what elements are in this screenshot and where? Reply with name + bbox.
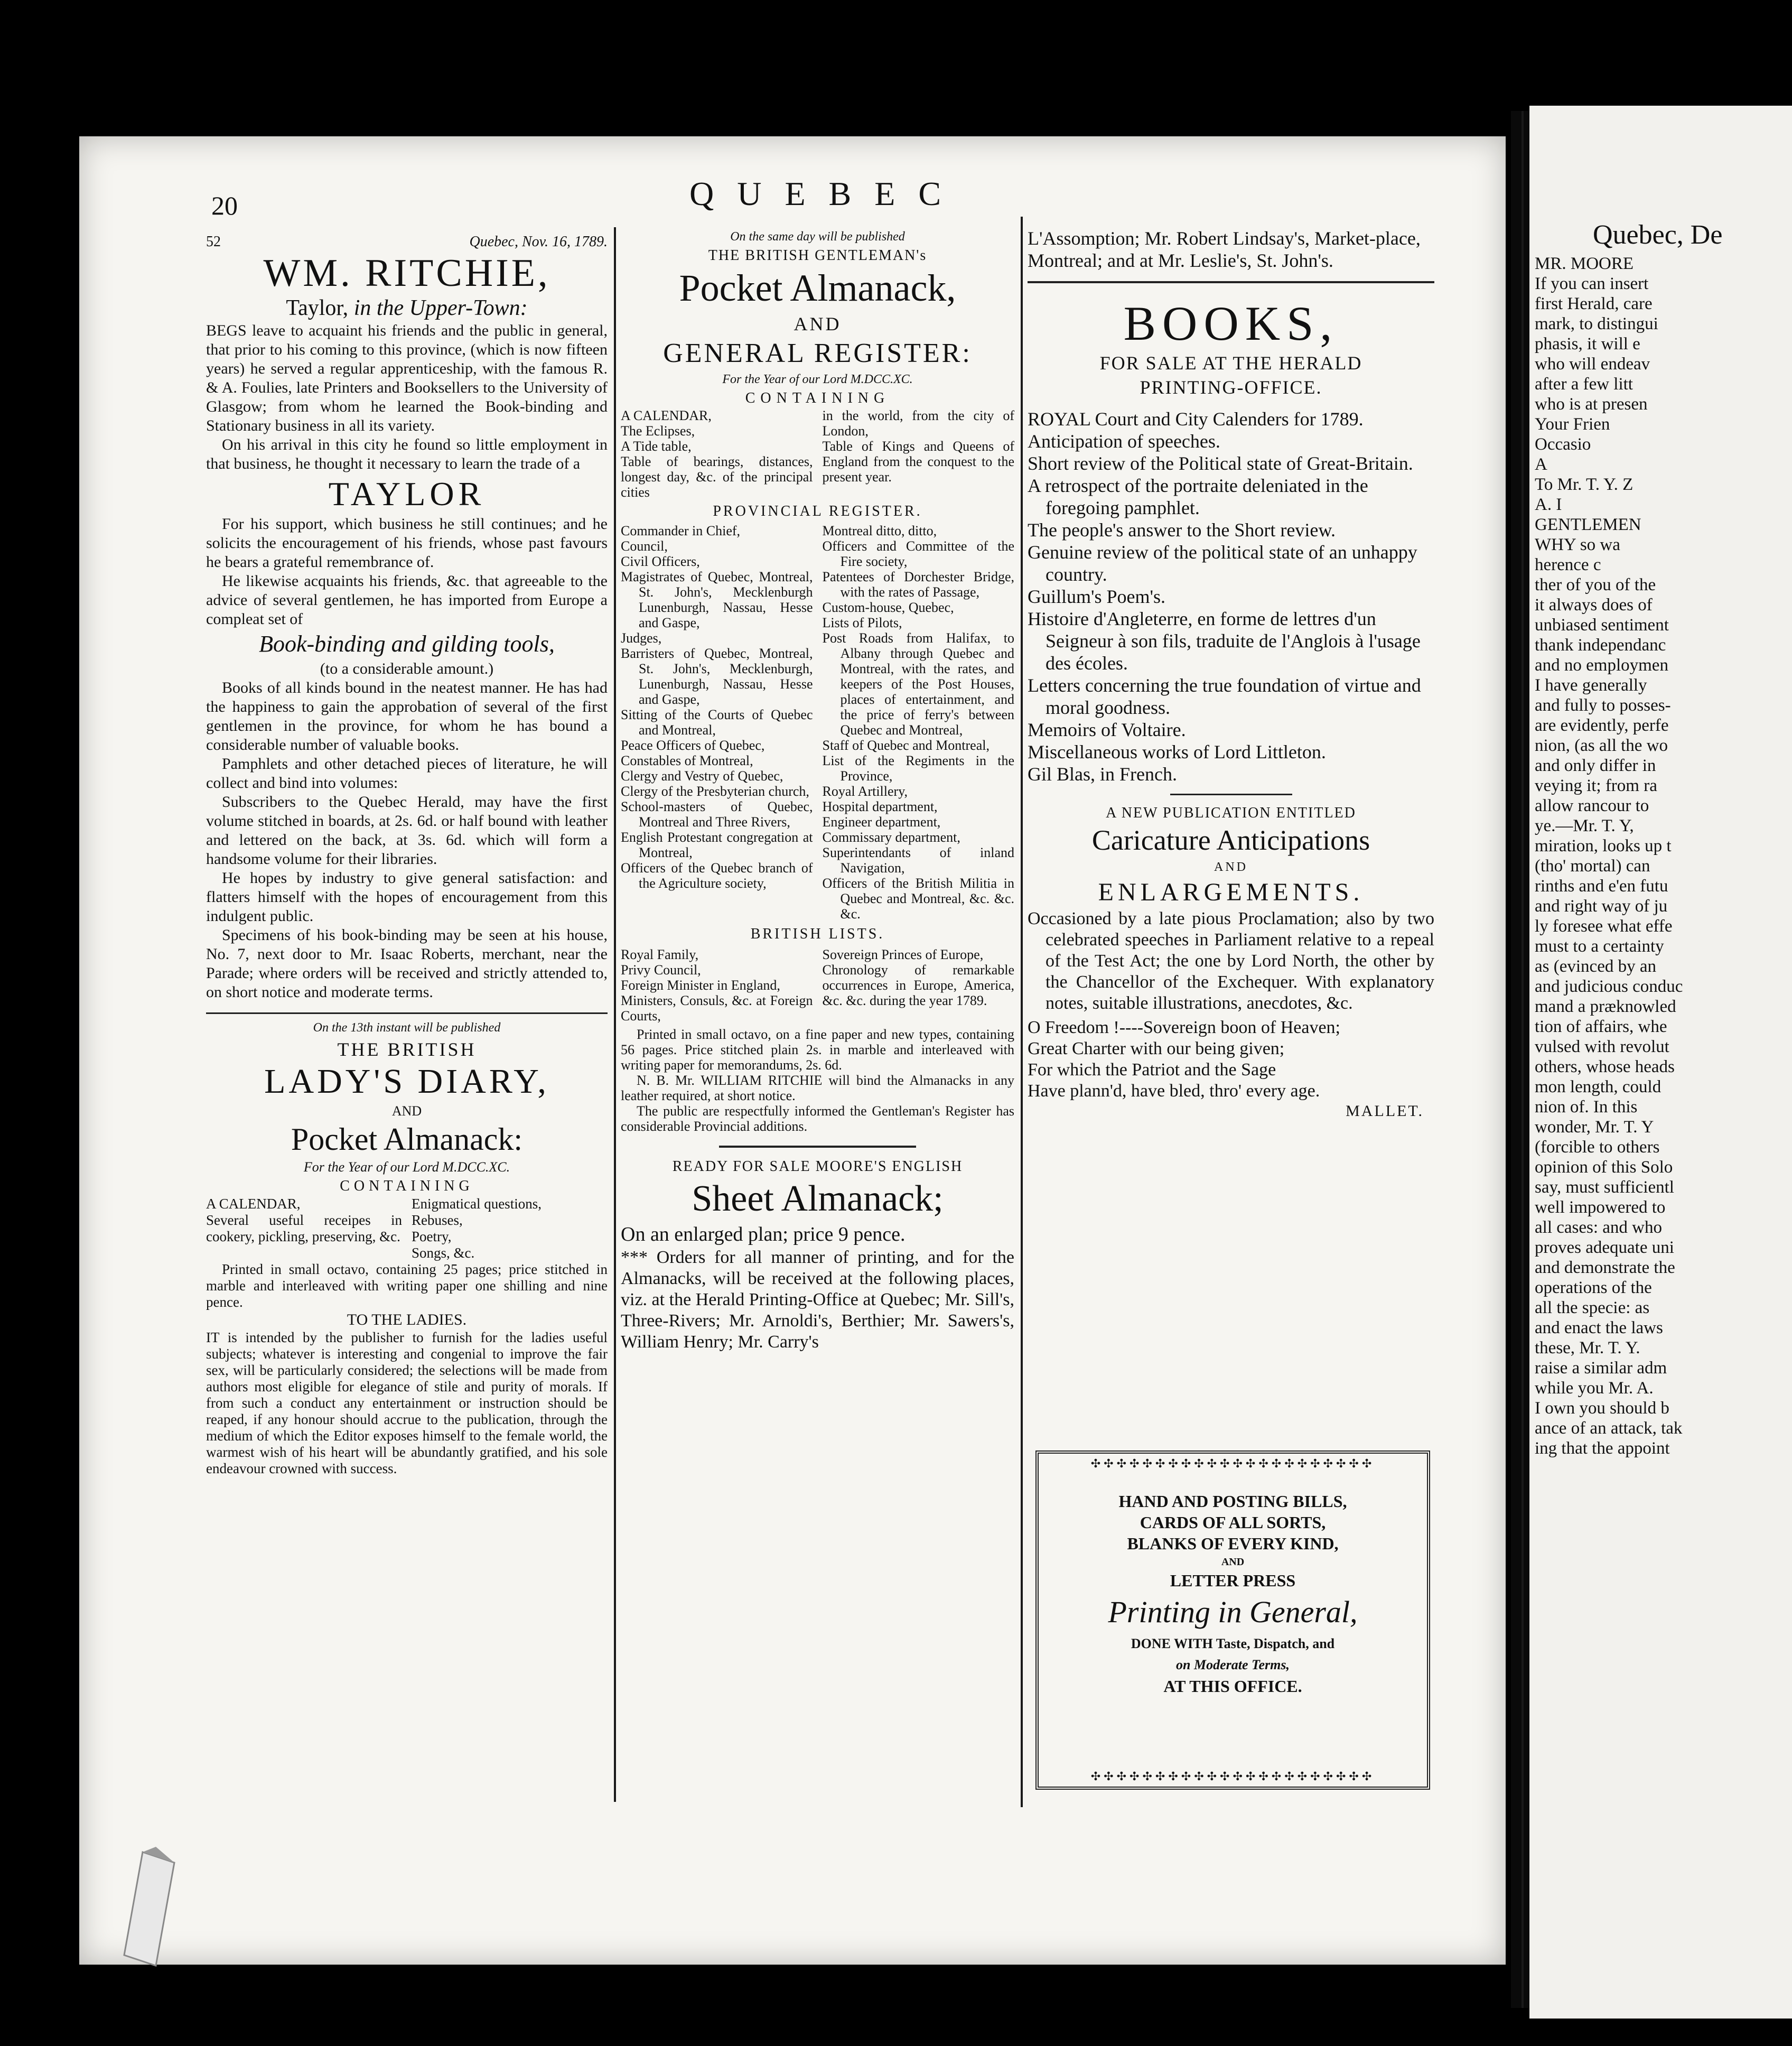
facing-page-line: GENTLEMEN [1535,515,1641,534]
gentleman-register: GENERAL REGISTER: [663,338,972,368]
ritchie-para5: Books of all kinds bound in the neatest manner. He has had the happiness to gain the approbation of several of the first gentlemen in the province, for whom he has bound a considerable number of valuable books. [206,679,608,754]
ritchie-para3: For his support, which business he still continues; and he solicits the encouragement of his friends, whose past favours he bears a grateful remembrance of. [206,515,608,571]
facing-page-line: herence c [1535,555,1601,574]
facing-page-line: I have generally [1535,676,1647,695]
enlarged-plan: On an enlarged plan; price 9 pence. [621,1223,906,1245]
column-rule-3 [1522,111,1524,2008]
facing-page-line: ing that the appoint [1535,1439,1670,1458]
facing-page-line: I own you should b [1535,1399,1669,1418]
caricature-and: AND [1214,860,1248,874]
box-line7: on Moderate Terms, [1176,1657,1290,1672]
facing-page-line: (forcible to others [1535,1138,1660,1157]
provincial-item: Patentees of Dorchester Bridge, with the rates of Passage, [822,569,1014,600]
calendar-contents [621,408,1014,500]
diary-content-item: Enigmatical questions, [412,1196,542,1212]
facing-page-line: MR. MOORE [1535,254,1634,273]
provincial-item: Barristers of Quebec, Montreal, St. John's, Mecklenburgh, Lunenburgh, Nassau, Hesse and Gaspe, [621,646,813,707]
diary-content-item: A CALENDAR, [206,1196,301,1212]
book-item: Histoire d'Angleterre, en forme de lettres d'un Seigneur à son fils, traduite de l'Anglois à l'usage des écoles. [1028,608,1421,674]
books-list [1028,408,1434,785]
gentleman-and: AND [794,313,842,334]
poem-line: O Freedom !----Sovereign boon of Heaven; [1028,1018,1340,1037]
provincial-register: PROVINCIAL REGISTER. [713,503,922,519]
provincial-item: Civil Officers, [621,554,700,569]
british-item: Sovereign Princes of Europe, [822,947,984,962]
facing-page-line: (tho' mortal) can [1535,857,1650,876]
gentleman-containing: CONTAINING [745,390,890,406]
diary-printed: Printed in small octavo, containing 25 pages; price stitched in marble and interleaved with writing paper one shilling and nine pence. [206,1261,608,1310]
facing-page-line: first Herald, care [1535,294,1653,313]
diary-containing: CONTAINING [340,1178,474,1194]
box-script: Printing in General, [1108,1595,1358,1629]
facing-page-line: To Mr. T. Y. Z [1535,475,1634,494]
provincial-item: Commander in Chief, [621,523,741,538]
facing-page-text [1535,217,1792,1458]
calendar-item: in the world, from the city of London, [822,408,1014,439]
facing-page-line: raise a similar adm [1535,1359,1667,1378]
gentleman-nb: N. B. Mr. WILLIAM RITCHIE will bind the Almanacks in any leather required, at short notice. [621,1073,1014,1103]
to-the-ladies: TO THE LADIES. [347,1311,467,1328]
calendar-item: A CALENDAR, [621,408,712,423]
divider [206,1012,608,1014]
book-item: Short review of the Political state of Great-Britain. [1028,453,1413,474]
gentleman-title: Pocket Almanack, [679,267,956,309]
diary-content-item: Poetry, [412,1229,452,1244]
facing-page-line: rinths and e'en futu [1535,877,1668,896]
provincial-item: Hospital department, [822,799,938,814]
facing-page-line: all cases: and who [1535,1218,1663,1237]
right-column [1028,227,1434,1121]
facing-page-line: opinion of this Solo [1535,1158,1673,1177]
facing-page-line: well impowered to [1535,1198,1666,1217]
diary-content-item: Songs, &c. [412,1245,475,1261]
facing-page-line: veying it; from ra [1535,776,1657,795]
diary-title: LADY'S DIARY, [264,1062,549,1101]
facing-page-line: it always does of [1535,596,1653,615]
facing-page-line: and no employmen [1535,656,1668,675]
facing-page-line: and only differ in [1535,756,1656,775]
facing-page-line: A. I [1535,495,1562,514]
ritchie-para1: BEGS leave to acquaint his friends and the public in general, that prior to his coming to this province, (which is now fifteen years) he served a regular apprenticeship, with the famous R. & A. Foulies, late Printers and Booksellers to the University of Glasgow; from whom he learned the Book-binding and Stationary business in all its variety. [206,322,608,434]
divider [1170,794,1292,795]
dateline-number: 52 [206,234,221,250]
facing-page-line: nion, (as all the wo [1535,736,1668,755]
diary-content-item: Rebuses, [412,1212,463,1228]
divider [1028,281,1434,283]
ritchie-para7: Subscribers to the Quebec Herald, may have the first volume stitched in boards, at 2s. 6d. or half bound with leather and lettered on the back, at 3s. 6d. which will form a handsome volume for their libraries. [206,793,608,868]
facing-page-line: after a few litt [1535,375,1633,394]
ritchie-trade [206,295,608,321]
facing-page-line: must to a certainty [1535,937,1664,956]
divider [719,1146,916,1148]
facing-page-line: proves adequate uni [1535,1238,1674,1257]
facing-page-line: all the specie: as [1535,1298,1650,1317]
gentleman-heading: THE BRITISH GENTLEMAN's [708,247,927,264]
facing-page-line: ye.—Mr. T. Y, [1535,816,1634,835]
facing-page-line: mand a præknowled [1535,997,1676,1016]
provincial-contents [621,523,1014,922]
book-item: The people's answer to the Short review. [1028,519,1336,541]
calendar-item: Table of bearings, distances, longest day, &c. of the principal cities [621,454,813,500]
facing-page-line: Your Frien [1535,415,1610,434]
facing-page-line: ance of an attack, tak [1535,1419,1683,1438]
provincial-item: Officers and Committee of the Fire society, [822,538,1014,569]
provincial-item: Custom-house, Quebec, [822,600,954,615]
facing-page-line: nion of. In this [1535,1098,1638,1117]
diary-content-item: Several useful receipes in cookery, pickling, preserving, &c. [206,1212,402,1244]
dateline: Quebec, Nov. 16, 1789. [469,234,608,250]
british-item: Ministers, Consuls, &c. at Foreign Courts, [621,993,813,1024]
book-item: Anticipation of speeches. [1028,431,1220,452]
british-item: Foreign Minister in England, [621,978,780,993]
poem-line: Have plann'd, have bled, thro' every age. [1028,1081,1320,1101]
facing-page-line: and judicious conduc [1535,977,1683,996]
provincial-item: English Protestant congregation at Montreal, [621,830,813,860]
facing-page-line: mon length, could [1535,1077,1662,1096]
facing-page-line: others, whose heads [1535,1057,1675,1076]
provincial-item: Clergy of the Presbyterian church, [621,784,809,799]
provincial-item: Staff of Quebec and Montreal, [822,738,990,753]
trade-line-italic: in the Upper-Town: [353,296,528,320]
gentleman-notice: On the same day will be published [730,230,905,244]
facing-page-line: while you Mr. A. [1535,1379,1654,1398]
calendar-item: The Eclipses, [621,423,695,439]
book-item: Gil Blas, in French. [1028,764,1177,785]
book-item: A retrospect of the portraite deleniated in the foregoing pamphlet. [1028,475,1368,518]
provincial-item: Officers of the British Militia in Quebec and Montreal, &c. &c. &c. [822,876,1014,922]
facing-page-line: who is at presen [1535,395,1648,414]
orders-notice: *** Orders for all manner of printing, and for the Almanacks, will be received at the following places, viz. at the Herald Printing-Office at Quebec; Mr. Sill's, Three-Rivers; Mr. Arnoldi's, Berthier; Mr. Sawers's, William Henry; Mr. Carry's [621,1248,1014,1352]
ritchie-para9: Specimens of his book-binding may be seen at his house, No. 7, next door to Mr. Isaac Roberts, merchant, near the Parade; where orders will be received and strictly attended to, on short notice and moderate terms. [206,926,608,1001]
british-item: Chronology of remarkable occurrences in Europe, America, &c. &c. during the year 1789. [822,962,1014,1008]
provincial-item: List of the Regiments in the Province, [822,753,1014,784]
caricature-title: Caricature Anticipations [1091,824,1370,856]
facing-page-line: If you can insert [1535,274,1649,293]
facing-page-line: and fully to posses- [1535,696,1671,715]
box-line5: LETTER PRESS [1170,1571,1296,1590]
printing-advert-box [1035,1450,1430,1790]
diary-and: AND [391,1103,422,1119]
enlargements-title: ENLARGEMENTS. [1098,878,1364,906]
box-line8: AT THIS OFFICE. [1163,1677,1302,1696]
provincial-item: Lists of Pilots, [822,615,902,630]
facing-page-line: ther of you of the [1535,575,1656,594]
diary-notice: On the 13th instant will be published [313,1021,501,1035]
ritchie-para8: He hopes by industry to give general satisfaction: and flatters himself with the hopes of encouragement from this indulgent public. [206,869,608,925]
freedom-poem [1028,1017,1434,1102]
facing-page-line: and right way of ju [1535,897,1668,916]
facing-page-line: unbiased sentiment [1535,616,1669,635]
pencil-icon [119,1847,182,1968]
diary-contents [206,1196,608,1261]
sheet-almanack: Sheet Almanack; [692,1178,944,1219]
new-publication: A NEW PUBLICATION ENTITLED [1106,805,1356,821]
orders-continued: L'Assomption; Mr. Robert Lindsay's, Market-place, Montreal; and at Mr. Leslie's, St. John's. [1028,228,1421,271]
gentleman-public: The public are respectfully informed the Gentleman's Register has considerable Provincial additions. [621,1103,1014,1134]
provincial-item: School-masters of Quebec, Montreal and Three Rivers, [621,799,813,830]
facing-page-line: and demonstrate the [1535,1258,1675,1277]
british-lists: BRITISH LISTS. [750,926,885,942]
facing-page-line: A [1535,455,1547,474]
provincial-item: Clergy and Vestry of Quebec, [621,768,783,784]
facing-page-line: phasis, it will e [1535,334,1640,354]
books-heading: BOOKS, [1123,296,1339,350]
diary-the-british: THE BRITISH [337,1039,477,1060]
book-item: Letters concerning the true foundation of virtue and moral goodness. [1028,675,1421,718]
facing-page-line: say, must sufficientl [1535,1178,1674,1197]
book-item: ROYAL Court and City Calenders for 1789. [1028,408,1364,430]
box-line4: AND [1221,1556,1245,1568]
gentleman-year: For the Year of our Lord M.DCC.XC. [722,373,913,386]
occasioned-text: Occasioned by a late pious Proclamation; also by two celebrated speeches in Parliament relative to a repeal of the Test Act; the one by Lord North, the other by the Chancellor of the Exchequer. With explanatory notes, suitable illustrations, anecdotes, &c. [1028,909,1434,1013]
british-item: Royal Family, [621,947,699,962]
provincial-item: Post Roads from Halifax, to Albany through Quebec and Montreal, with the rates, and keepers of the Post Houses, places of entertainment, and the price of ferry's between Quebec and Montreal, [822,630,1014,738]
diary-pocket: Pocket Almanack: [291,1122,523,1157]
ready-for-sale: READY FOR SALE MOORE'S ENGLISH [672,1158,963,1175]
facing-page-line: miration, looks up t [1535,836,1672,855]
facing-page-line: allow rancour to [1535,796,1649,815]
provincial-item: Montreal ditto, ditto, [822,523,937,538]
provincial-item: Engineer department, [822,814,941,830]
middle-column [621,227,1014,1353]
page-number: 20 [211,191,238,220]
gentleman-printed: Printed in small octavo, on a fine paper and new types, containing 56 pages. Price stitched plain 2s. in marble and interleaved with writing paper for memorandums, 2s. 6d. [621,1027,1014,1073]
british-contents [621,947,1014,1024]
books-for-sale: FOR SALE AT THE HERALD PRINTING-OFFICE. [1099,352,1362,398]
column-rule-1 [614,227,616,1802]
box-line1: HAND AND POSTING BILLS, [1118,1492,1347,1511]
ornament-border-top: ✣✣✣✣✣✣✣✣✣✣✣✣✣✣✣✣✣✣✣✣✣✣ [1090,1457,1375,1470]
provincial-item: Superintendants of inland Navigation, [822,845,1014,876]
british-item: Privy Council, [621,962,701,978]
masthead: Q U E B E C [689,175,948,212]
facing-page-line: and enact the laws [1535,1318,1663,1337]
facing-page-line: wonder, Mr. T. Y [1535,1118,1654,1137]
book-item: Genuine review of the political state of an unhappy country. [1028,542,1417,585]
box-line2: CARDS OF ALL SORTS, [1140,1513,1326,1532]
book-item: Miscellaneous works of Lord Littleton. [1028,741,1326,762]
provincial-item: Officers of the Quebec branch of the Agriculture society, [621,860,813,891]
left-column [206,232,608,1477]
provincial-item: Council, [621,538,668,554]
facing-page-line: thank independanc [1535,636,1666,655]
box-line6: DONE WITH Taste, Dispatch, and [1131,1636,1335,1651]
calendar-item: Table of Kings and Queens of England from the conquest to the present year. [822,439,1014,485]
facing-page-line: ly foresee what effe [1535,917,1673,936]
facing-page-line: Occasio [1535,435,1591,454]
calendar-item: A Tide table, [621,439,692,454]
poem-author: MALLET. [1346,1102,1424,1120]
ritchie-para4: He likewise acquaints his friends, &c. that agreeable to the advice of several gentlemen, he has imported from Europe a compleat set of [206,572,608,628]
ritchie-para6: Pamphlets and other detached pieces of literature, he will collect and bind into volumes: [206,755,608,792]
facing-page-line: these, Mr. T. Y. [1535,1338,1640,1357]
facing-page-head: Quebec, De [1593,220,1723,250]
taylor-heading: TAYLOR [328,475,486,513]
tools-heading: Book-binding and gilding tools, [259,631,555,657]
provincial-item: Magistrates of Quebec, Montreal, St. John's, Mecklenburgh Lunenburgh, Nassau, Hesse and Gaspe, [621,569,813,630]
ladies-text: IT is intended by the publisher to furnish for the ladies useful subjects; whatever is interesting and congenial to improve the fair sex, will be particularly considered; the selections will be made from authors most eligible for elegance of stile and purity of morals. If from such a conduct any entertainment or instruction should be reaped, if any honour should accrue to the publication, through the medium of which the Editor exposes himself to the female world, the warmest wish of his heart will be abundantly gratified, and his sole endeavour crowned with success. [206,1329,608,1476]
poem-line: Great Charter with our being given; [1028,1039,1285,1058]
provincial-item: Peace Officers of Quebec, [621,738,765,753]
facing-page-line: who will endeav [1535,355,1650,374]
diary-year: For the Year of our Lord M.DCC.XC. [303,1159,510,1175]
trade-line: Taylor, [286,296,349,320]
provincial-item: Sitting of the Courts of Quebec and Montreal, [621,707,813,738]
book-item: Memoirs of Voltaire. [1028,719,1186,740]
ritchie-para2: On his arrival in this city he found so little employment in that business, he thought it necessary to learn the trade of a [206,436,608,472]
box-line3: BLANKS OF EVERY KIND, [1127,1534,1339,1553]
facing-page-line: tion of affairs, whe [1535,1017,1667,1036]
provincial-item: Royal Artillery, [822,784,908,799]
tools-amount: (to a considerable amount.) [320,660,494,677]
column-rule-2 [1021,217,1023,1807]
provincial-item: Constables of Montreal, [621,753,753,768]
provincial-item: Commissary department, [822,830,960,845]
facing-page-line: mark, to distingui [1535,314,1658,333]
facing-page-line: as (evinced by an [1535,957,1656,976]
ornament-border-bottom: ✣✣✣✣✣✣✣✣✣✣✣✣✣✣✣✣✣✣✣✣✣✣ [1090,1770,1375,1783]
book-item: Guillum's Poem's. [1028,586,1165,607]
facing-page-line: operations of the [1535,1278,1652,1297]
provincial-item: Judges, [621,630,662,646]
facing-page-line: are evidently, perfe [1535,716,1669,735]
ritchie-name: WM. RITCHIE, [263,252,550,295]
facing-page-line: vulsed with revolut [1535,1037,1669,1056]
poem-line: For which the Patriot and the Sage [1028,1060,1276,1080]
facing-page-line: WHY so wa [1535,535,1620,554]
